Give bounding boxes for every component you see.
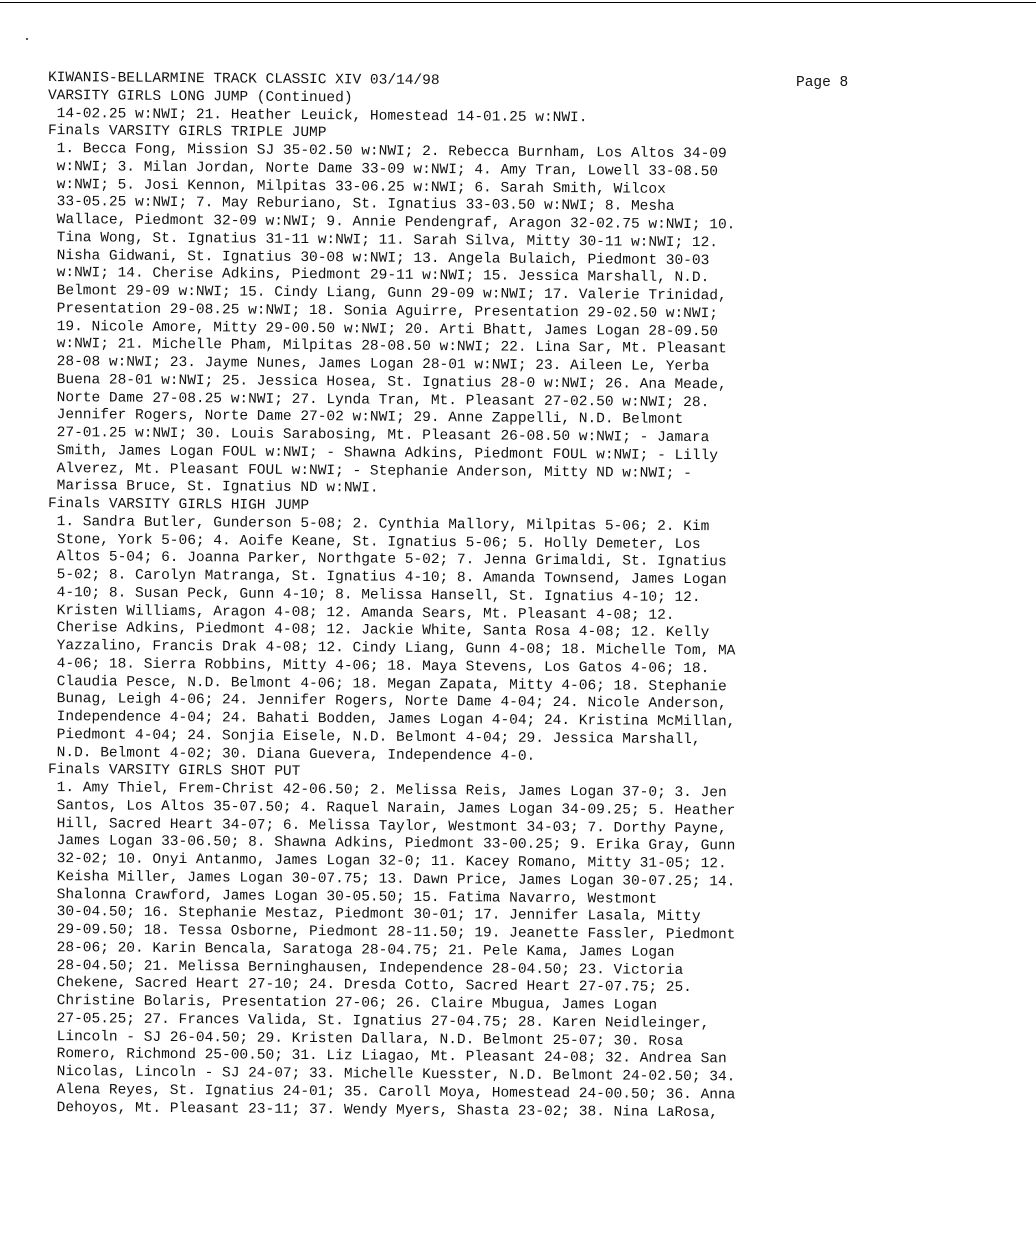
scan-speck	[26, 38, 28, 40]
results-line: Bunag, Leigh 4-06; 24. Jennifer Rogers, Norte Dame 4-04; 24. Nicole Anderson,	[47, 691, 727, 713]
results-line: 28-06; 20. Karin Bencala, Saratoga 28-04.75; 21. Pele Kama, James Logan	[47, 939, 675, 961]
results-line: Tina Wong, St. Ignatius 31-11 w:NWI; 11. Sarah Silva, Mitty 30-11 w:NWI; 12.	[47, 229, 719, 252]
results-line: w:NWI; 14. Cherise Adkins, Piedmont 29-11 w:NWI; 15. Jessica Marshall, N.D.	[47, 265, 710, 287]
results-line: Yazzalino, Francis Drak 4-08; 12. Cindy Liang, Gunn 4-08; 18. Michelle Tom, MA	[47, 638, 736, 660]
results-line: 14-02.25 w:NWI; 21. Heather Leuick, Homestead 14-01.25 w:NWI.	[47, 105, 588, 126]
results-line: Alena Reyes, St. Ignatius 24-01; 35. Caroll Moya, Homestead 24-00.50; 36. Anna	[47, 1081, 736, 1104]
results-line: 33-05.25 w:NWI; 7. May Reburiano, St. Ignatius 33-03.50 w:NWI; 8. Mesha	[47, 194, 675, 216]
results-line: 30-04.50; 16. Stephanie Mestaz, Piedmont 30-01; 17. Jennifer Lasala, Mitty	[47, 904, 701, 926]
results-line: Hill, Sacred Heart 34-07; 6. Melissa Taylor, Westmont 34-03; 7. Dorthy Payne,	[47, 815, 727, 837]
results-line: 28-08 w:NWI; 23. Jayme Nunes, James Logan 28-01 w:NWI; 23. Aileen Le, Yerba	[47, 354, 710, 376]
results-line: Presentation 29-08.25 w:NWI; 18. Sonia Aguirre, Presentation 29-02.50 w:NWI;	[47, 300, 719, 323]
results-line: w:NWI; 5. Josi Kennon, Milpitas 33-06.25 w:NWI; 6. Sarah Smith, Wilcox	[47, 176, 666, 198]
results-line: Altos 5-04; 6. Joanna Parker, Northgate 5-02; 7. Jenna Grimaldi, St. Ignatius	[47, 549, 727, 571]
results-line: w:NWI; 21. Michelle Pham, Milpitas 28-08.50 w:NWI; 22. Lina Sar, Mt. Pleasant	[47, 336, 727, 358]
results-line: Santos, Los Altos 35-07.50; 4. Raquel Narain, James Logan 34-09.25; 5. Heather	[47, 797, 736, 820]
event-heading: Finals VARSITY GIRLS TRIPLE JUMP	[47, 123, 327, 142]
results-line: James Logan 33-06.50; 8. Shawna Adkins, Piedmont 33-00.25; 9. Erika Gray, Gunn	[47, 833, 736, 855]
results-line: Keisha Miller, James Logan 30-07.75; 13. Dawn Price, James Logan 30-07.25; 14.	[47, 868, 736, 891]
results-line: 1. Sandra Butler, Gunderson 5-08; 2. Cynthia Mallory, Milpitas 5-06; 2. Kim	[47, 513, 710, 535]
results-line: Marissa Bruce, St. Ignatius ND w:NWI.	[47, 478, 379, 497]
results-line: 1. Becca Fong, Mission SJ 35-02.50 w:NWI; 2. Rebecca Burnham, Los Altos 34-09	[47, 141, 727, 163]
results-line: Dehoyos, Mt. Pleasant 23-11; 37. Wendy Myers, Shasta 23-02; 38. Nina LaRosa,	[47, 1099, 719, 1121]
results-line: 32-02; 10. Onyi Antanmo, James Logan 32-0; 11. Kacey Romano, Mitty 31-05; 12.	[47, 851, 727, 873]
results-line: 27-01.25 w:NWI; 30. Louis Sarabosing, Mt. Pleasant 26-08.50 w:NWI; - Jamara	[47, 425, 710, 447]
results-line: Shalonna Crawford, James Logan 30-05.50; 15. Fatima Navarro, Westmont	[47, 886, 658, 908]
results-line: 4-10; 8. Susan Peck, Gunn 4-10; 8. Melissa Hansell, St. Ignatius 4-10; 12.	[47, 584, 701, 606]
results-line: Nisha Gidwani, St. Ignatius 30-08 w:NWI; 13. Angela Bulaich, Piedmont 30-03	[47, 247, 710, 269]
results-line: Nicolas, Lincoln - SJ 24-07; 33. Michelle Kuesster, N.D. Belmont 24-02.50; 34.	[47, 1064, 736, 1086]
results-line: Claudia Pesce, N.D. Belmont 4-06; 18. Megan Zapata, Mitty 4-06; 18. Stephanie	[47, 673, 727, 695]
event-heading: Finals VARSITY GIRLS HIGH JUMP	[47, 496, 310, 515]
results-line: Chekene, Sacred Heart 27-10; 24. Dresda Cotto, Sacred Heart 27-07.75; 25.	[47, 975, 692, 997]
results-line: 28-04.50; 21. Melissa Berninghausen, Independence 28-04.50; 23. Victoria	[47, 957, 684, 979]
results-line: Smith, James Logan FOUL w:NWI; - Shawna Adkins, Piedmont FOUL w:NWI; - Lilly	[47, 442, 719, 465]
results-line: 5-02; 8. Carolyn Matranga, St. Ignatius 4-10; 8. Amanda Townsend, James Logan	[47, 567, 727, 589]
results-line: w:NWI; 3. Milan Jordan, Norte Dame 33-09 w:NWI; 4. Amy Tran, Lowell 33-08.50	[47, 158, 719, 181]
page-number: Page 8	[796, 75, 849, 91]
results-line: Jennifer Rogers, Norte Dame 27-02 w:NWI; 29. Anne Zappelli, N.D. Belmont	[47, 407, 684, 429]
results-line: Norte Dame 27-08.25 w:NWI; 27. Lynda Tran, Mt. Pleasant 27-02.50 w:NWI; 28.	[47, 389, 710, 411]
results-line: 27-05.25; 27. Frances Valida, St. Ignatius 27-04.75; 28. Karen Neidleinger,	[47, 1010, 710, 1032]
results-line: N.D. Belmont 4-02; 30. Diana Guevera, Independence 4-0.	[47, 744, 536, 765]
results-line: Independence 4-04; 24. Bahati Bodden, James Logan 4-04; 24. Kristina McMillan,	[47, 709, 736, 731]
results-document	[47, 70, 860, 1121]
results-line: 19. Nicole Amore, Mitty 29-00.50 w:NWI; 20. Arti Bhatt, James Logan 28-09.50	[47, 318, 719, 340]
results-line: Belmont 29-09 w:NWI; 15. Cindy Liang, Gunn 29-09 w:NWI; 17. Valerie Trinidad,	[47, 283, 727, 305]
top-edge-rule	[0, 2, 1036, 3]
results-line: Lincoln - SJ 26-04.50; 29. Kristen Dallara, N.D. Belmont 25-07; 30. Rosa	[47, 1028, 684, 1050]
results-line: Christine Bolaris, Presentation 27-06; 26. Claire Mbugua, James Logan	[47, 993, 658, 1014]
results-line: Buena 28-01 w:NWI; 25. Jessica Hosea, St. Ignatius 28-0 w:NWI; 26. Ana Meade,	[47, 371, 727, 394]
event-heading: Finals VARSITY GIRLS SHOT PUT	[47, 762, 301, 781]
results-line: Piedmont 4-04; 24. Sonjia Eisele, N.D. Belmont 4-04; 29. Jessica Marshall,	[47, 726, 701, 748]
results-line: Cherise Adkins, Piedmont 4-08; 12. Jackie White, Santa Rosa 4-08; 12. Kelly	[47, 620, 710, 642]
results-line: Wallace, Piedmont 32-09 w:NWI; 9. Annie Pendengraf, Aragon 32-02.75 w:NWI; 10.	[47, 212, 736, 234]
results-line: Kristen Williams, Aragon 4-08; 12. Amanda Sears, Mt. Pleasant 4-08; 12.	[47, 602, 675, 624]
results-line: Alverez, Mt. Pleasant FOUL w:NWI; - Stephanie Anderson, Mitty ND w:NWI; -	[47, 460, 692, 482]
results-line: 29-09.50; 18. Tessa Osborne, Piedmont 28-11.50; 19. Jeanette Fassler, Piedmont	[47, 922, 736, 944]
results-line: 1. Amy Thiel, Frem-Christ 42-06.50; 2. Melissa Reis, James Logan 37-0; 3. Jen	[47, 780, 727, 802]
results-line: Stone, York 5-06; 4. Aoife Keane, St. Ignatius 5-06; 5. Holly Demeter, Los	[47, 531, 701, 553]
results-line: 4-06; 18. Sierra Robbins, Mitty 4-06; 18. Maya Stevens, Los Gatos 4-06; 18.	[47, 655, 710, 677]
event-heading: VARSITY GIRLS LONG JUMP (Continued)	[47, 87, 353, 107]
meet-title: KIWANIS-BELLARMINE TRACK CLASSIC XIV 03/14/98	[47, 70, 440, 90]
results-line: Romero, Richmond 25-00.50; 31. Liz Liagao, Mt. Pleasant 24-08; 32. Andrea San	[47, 1046, 727, 1068]
